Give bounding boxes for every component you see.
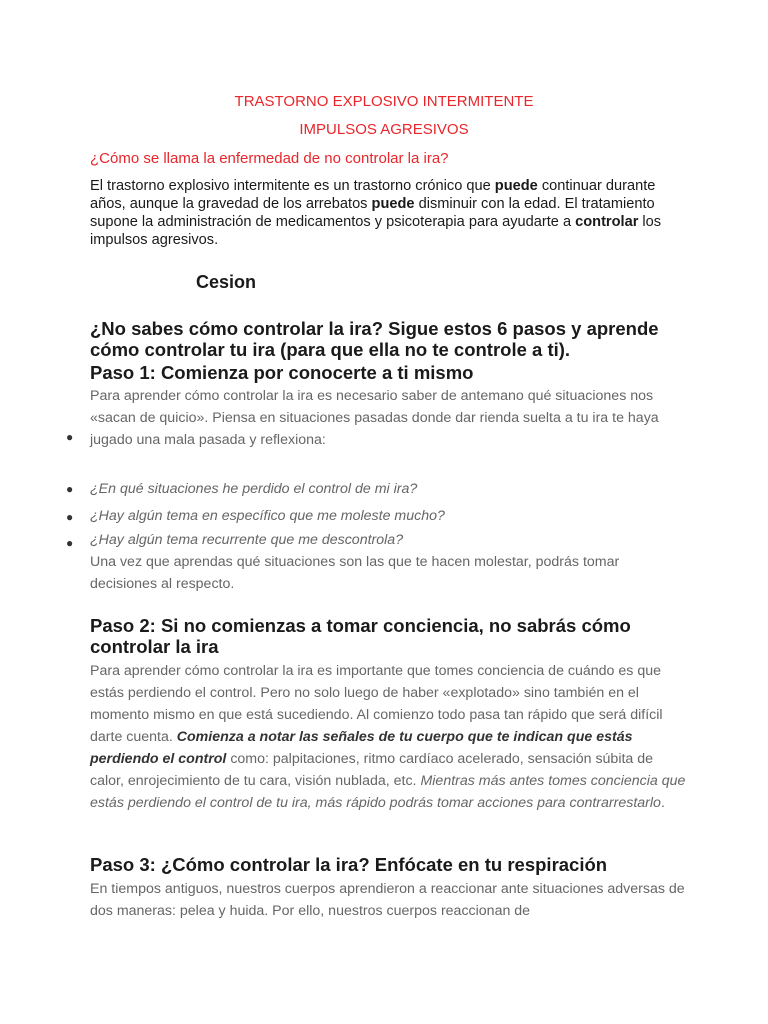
main-heading: ¿No sabes cómo controlar la ira? Sigue estos 6 pasos y aprende cómo controlar tu ira (para que ella no te controle a ti). [90,318,659,360]
paso2-text-1: Para aprender cómo controlar la ira es importante que tomes conciencia de cuándo es que estás perdiendo el control. Pero no solo luego de haber «explotado» sino también en el momento mismo en que está sucediendo. Al comienzo todo pasa tan rápido que será difícil darte cuenta. [90,663,663,745]
intro-text-3: disminuir con la edad. El tratamiento supone la administración de medicamentos y psicoterapia para ayudarte a [90,196,655,230]
list-item: ¿En qué situaciones he perdido el control de mi ira? [90,481,418,497]
cesion-heading: Cesion [196,272,257,292]
bullet-marker: ● [66,510,74,524]
intro-bold-2: puede [371,196,415,212]
list-item: ¿Hay algún tema en específico que me moleste mucho? [90,508,445,524]
paso2-italic: Mientras más antes tomes conciencia que estás perdiendo el control de tu ira, más rápido podrás tomar acciones para contrarrestarlo [90,773,686,811]
paso2-bold-italic: Comienza a notar las señales de tu cuerpo que te indican que estás perdiendo el control [90,729,633,767]
document-title: TRASTORNO EXPLOSIVO INTERMITENTE [234,93,534,110]
intro-paragraph [90,177,690,249]
paso2-text [90,660,690,814]
document-subtitle: IMPULSOS AGRESIVOS [299,121,469,138]
intro-text-2: continuar durante años, aunque la gravedad de los arrebatos [90,178,656,212]
bullet-marker: ● [66,482,74,496]
intro-text-1: El trastorno explosivo intermitente es un trastorno crónico que [90,178,495,194]
paso2-text-3: . [660,795,665,811]
paso1-heading: Paso 1: Comienza por conocerte a ti mismo [90,362,474,383]
paso3-text: En tiempos antiguos, nuestros cuerpos aprendieron a reaccionar ante situaciones adversas de dos maneras: pelea y huida. Por ello, nuestros cuerpos reaccionan de [90,881,685,919]
intro-text-4: los impulsos agresivos. [90,214,662,248]
question-text: ¿Cómo se llama la enfermedad de no controlar la ira? [90,150,449,167]
paso2-text-2: como: palpitaciones, ritmo cardíaco acelerado, sensación súbita de calor, enrojecimiento de tu cara, visión nublada, etc. [90,751,654,789]
paso1-after-text: Una vez que aprendas qué situaciones son las que te hacen molestar, podrás tomar decisiones al respecto. [90,554,620,592]
paso3-heading: Paso 3: ¿Cómo controlar la ira? Enfócate en tu respiración [90,854,608,875]
paso1-text: Para aprender cómo controlar la ira es necesario saber de antemano qué situaciones nos «sacan de quicio». Piensa en situaciones pasadas donde dar rienda suelta a tu ira te haya jugado una mala pasada y reflexiona: [90,388,659,448]
bullet-marker: ● [66,536,74,550]
intro-bold-1: puede [494,178,538,194]
list-item: ¿Hay algún tema recurrente que me descontrola? [90,532,404,548]
intro-bold-3: controlar [575,214,639,230]
bullet-marker: ● [66,430,74,444]
paso2-heading: Paso 2: Si no comienzas a tomar conciencia, no sabrás cómo controlar la ira [90,615,631,657]
